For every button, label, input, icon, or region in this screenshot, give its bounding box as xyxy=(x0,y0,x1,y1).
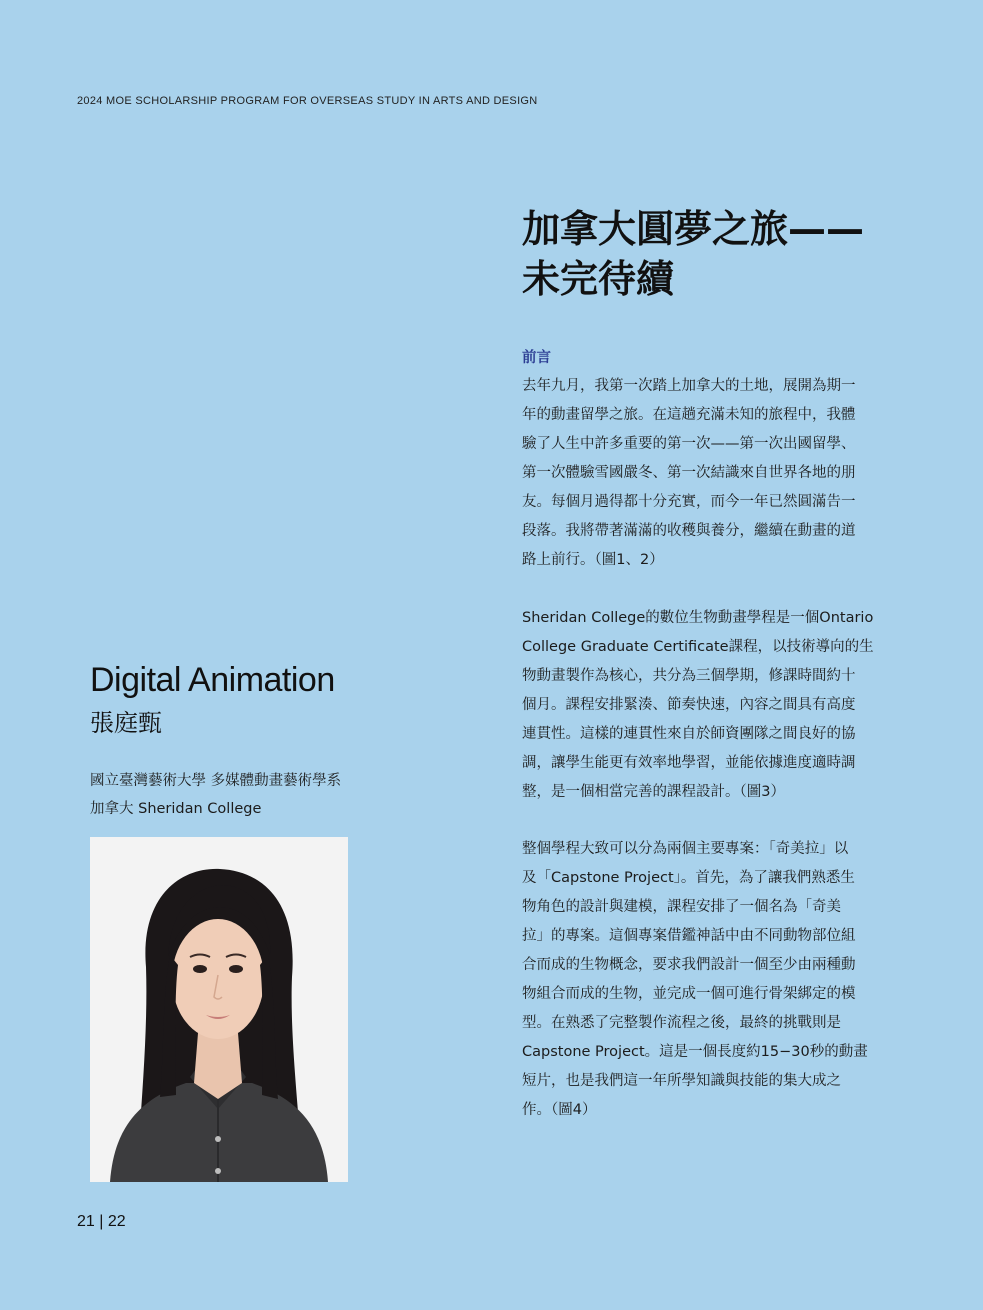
paragraph-line: 型。在熟悉了完整製作流程之後，最終的挑戰則是 xyxy=(522,1015,841,1031)
affiliation xyxy=(90,767,341,823)
paragraph-line: 第一次體驗雪國嚴冬、第一次結識來自世界各地的朋 xyxy=(522,465,856,481)
student-name: 張庭甄 xyxy=(90,709,162,737)
paragraph-3 xyxy=(522,835,912,1125)
student-portrait-photo xyxy=(90,837,348,1182)
article-title xyxy=(522,204,922,304)
paragraph-line: 連貫性。這樣的連貫性來自於師資團隊之間良好的協 xyxy=(522,726,856,742)
paragraph-line: 年的動畫留學之旅。在這趟充滿未知的旅程中，我體 xyxy=(522,407,856,423)
paragraph-line: 友。每個月過得都十分充實，而今一年已然圓滿告一 xyxy=(522,494,856,510)
paragraph-line: 路上前行。（圖1、2） xyxy=(522,552,664,568)
paragraph-line: Capstone Project。這是一個長度約15−30秒的動畫 xyxy=(522,1044,868,1060)
paragraph-line: 驗了人生中許多重要的第一次——第一次出國留學、 xyxy=(522,436,856,452)
paragraph-line: 整個學程大致可以分為兩個主要專案：「奇美拉」以 xyxy=(522,841,849,857)
article-title-line: 未完待續 xyxy=(522,257,675,301)
paragraph-line: 物組合而成的生物，並完成一個可進行骨架綁定的模 xyxy=(522,986,856,1002)
paragraph-line: 拉」的專案。這個專案借鑑神話中由不同動物部位組 xyxy=(522,928,856,944)
article-title-line: 加拿大圓夢之旅—— xyxy=(522,207,865,251)
paragraph-line: 整，是一個相當完善的課程設計。（圖3） xyxy=(522,784,785,800)
paragraph-line: 及「Capstone Project」。首先，為了讓我們熟悉生 xyxy=(522,870,855,886)
paragraph-line: 調，讓學生能更有效率地學習，並能依據進度適時調 xyxy=(522,755,856,771)
program-name: Digital Animation xyxy=(90,661,335,699)
paragraph-line: 作。（圖4） xyxy=(522,1102,597,1118)
paragraph-line: 短片，也是我們這一年所學知識與技能的集大成之 xyxy=(522,1073,841,1089)
paragraph-line: 合而成的生物概念，要求我們設計一個至少由兩種動 xyxy=(522,957,856,973)
affiliation-line: 國立臺灣藝術大學 多媒體動畫藝術學系 xyxy=(90,773,342,789)
program-header: 2024 MOE SCHOLARSHIP PROGRAM FOR OVERSEAS STUDY IN ARTS AND DESIGN xyxy=(77,95,538,107)
paragraph-1 xyxy=(522,372,912,575)
page-numbers: 21 | 22 xyxy=(77,1213,126,1230)
paragraph-line: Sheridan College的數位生物動畫學程是一個Ontario xyxy=(522,610,874,626)
intro-heading: 前言 xyxy=(522,350,551,366)
paragraph-line: 去年九月，我第一次踏上加拿大的土地，展開為期一 xyxy=(522,378,856,394)
paragraph-line: 個月。課程安排緊湊、節奏快速，內容之間具有高度 xyxy=(522,697,856,713)
paragraph-line: 物角色的設計與建模，課程安排了一個名為「奇美 xyxy=(522,899,841,915)
paragraph-line: 段落。我將帶著滿滿的收穫與養分，繼續在動畫的道 xyxy=(522,523,856,539)
paragraph-line: College Graduate Certificate課程，以技術導向的生 xyxy=(522,639,874,655)
paragraph-2 xyxy=(522,604,912,807)
affiliation-line: 加拿大 Sheridan College xyxy=(90,801,262,817)
portrait-illustration xyxy=(90,837,348,1182)
paragraph-line: 物動畫製作為核心，共分為三個學期，修課時間約十 xyxy=(522,668,856,684)
